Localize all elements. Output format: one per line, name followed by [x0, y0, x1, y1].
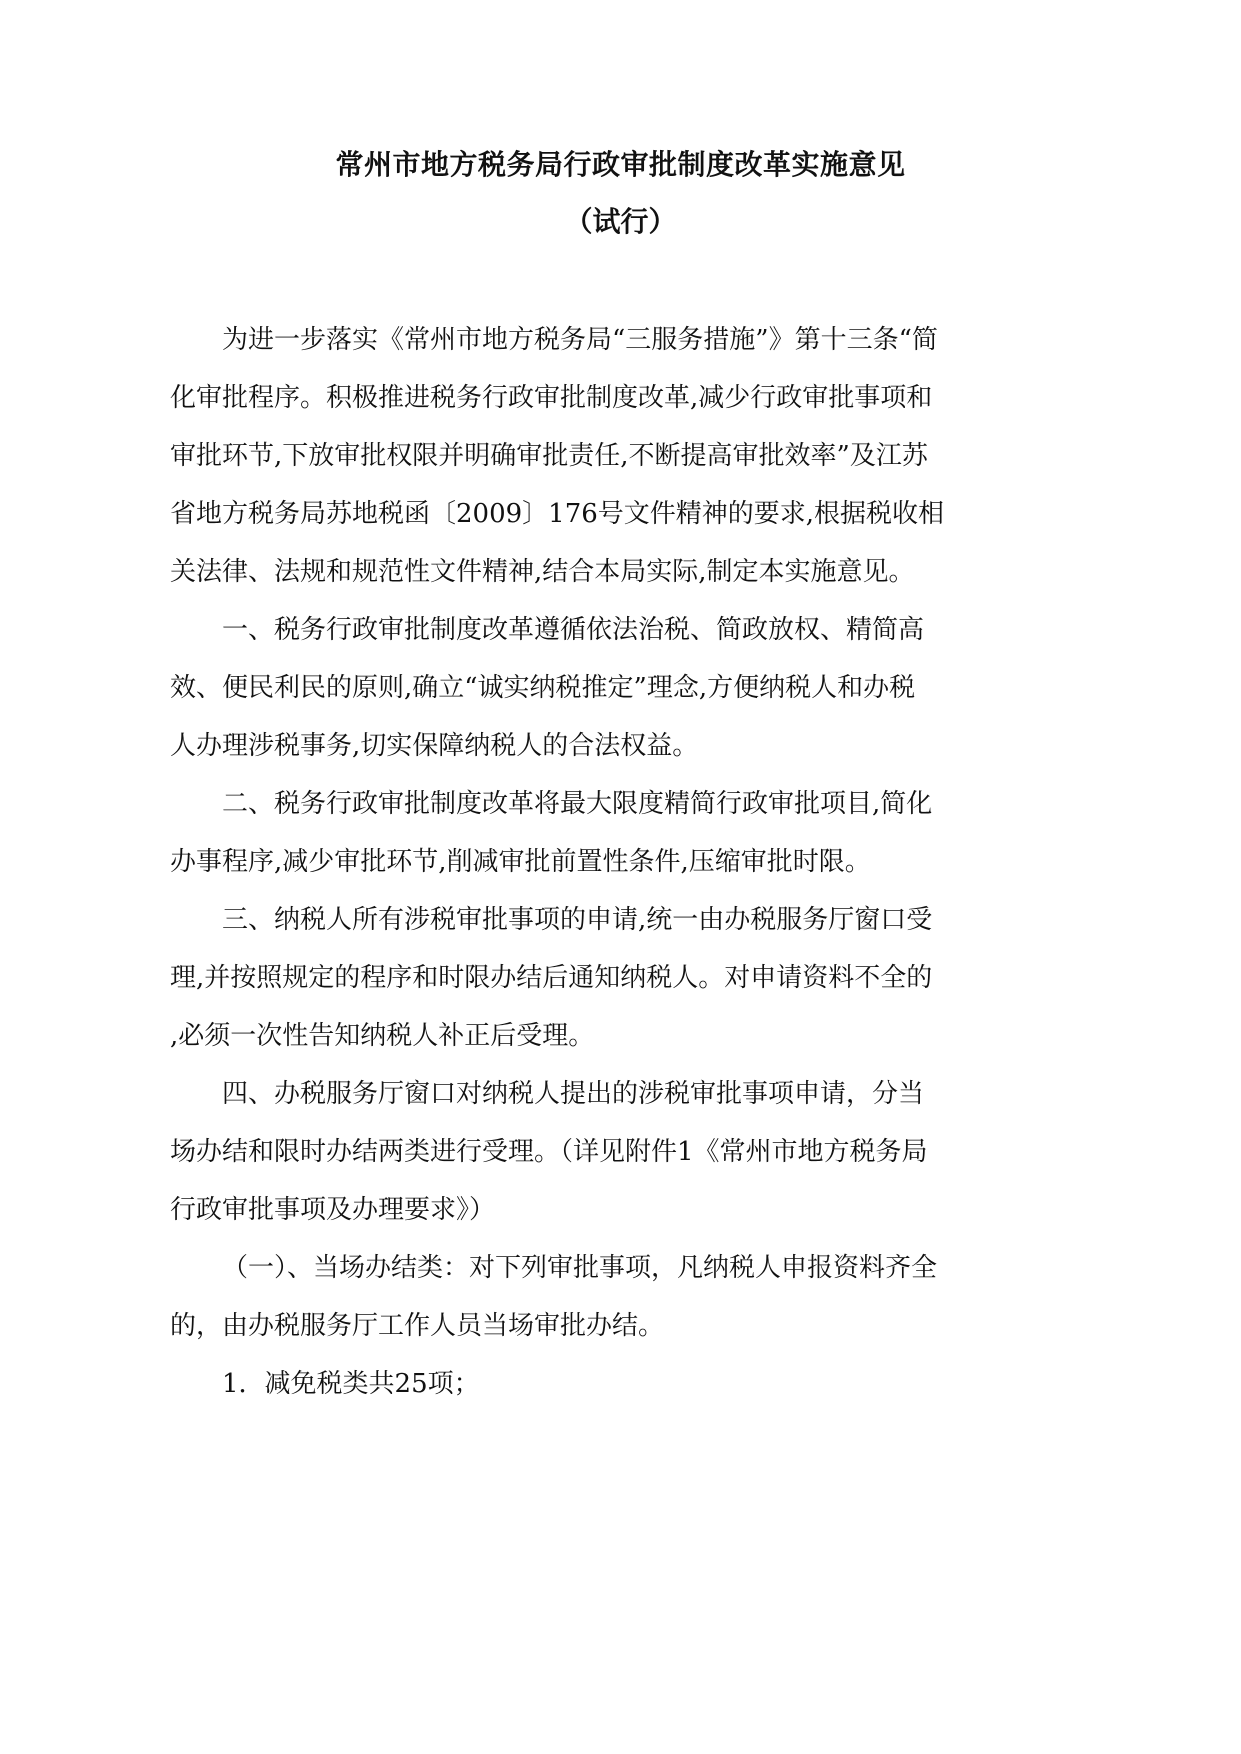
paragraph-section-3: [170, 891, 950, 1065]
document-body: [170, 311, 950, 1413]
text-line: 省地方税务局苏地税函〔2009〕176号文件精神的要求,根据税收相: [170, 499, 945, 529]
text-line: 行政审批事项及办理要求》）: [170, 1195, 496, 1225]
paragraph-section-1: [170, 601, 950, 775]
text-line: 1．减免税类共25项；: [222, 1369, 480, 1399]
text-line: 二、税务行政审批制度改革将最大限度精简行政审批项目,简化: [222, 789, 933, 819]
text-line: 办事程序,减少审批环节,削减审批前置性条件,压缩审批时限。: [170, 847, 871, 877]
paragraph-subsection-1: [170, 1239, 950, 1355]
text-line: 审批环节,下放审批权限并明确审批责任,不断提高审批效率”及江苏: [170, 441, 928, 471]
text-line: 四、办税服务厅窗口对纳税人提出的涉税审批事项申请，分当: [222, 1079, 925, 1109]
paragraph-section-2: [170, 775, 950, 891]
text-line: 化审批程序。积极推进税务行政审批制度改革,减少行政审批事项和: [170, 383, 933, 413]
text-line: （一）、当场办结类：对下列审批事项，凡纳税人申报资料齐全: [222, 1253, 938, 1283]
text-line: 一、税务行政审批制度改革遵循依法治税、简政放权、精简高: [222, 615, 925, 645]
text-line: ,必须一次性告知纳税人补正后受理。: [170, 1021, 595, 1051]
paragraph-section-4: [170, 1065, 950, 1239]
document-title: 常州市地方税务局行政审批制度改革实施意见: [335, 148, 906, 181]
paragraph-list-item-1: [170, 1355, 950, 1413]
text-line: 关法律、法规和规范性文件精神,结合本局实际,制定本实施意见。: [170, 557, 915, 587]
text-line: 为进一步落实《常州市地方税务局“三服务措施”》第十三条“简: [222, 325, 938, 355]
text-line: 人办理涉税事务,切实保障纳税人的合法权益。: [170, 731, 699, 761]
paragraph-intro: [170, 311, 950, 601]
text-line: 场办结和限时办结两类进行受理。（详见附件1《常州市地方税务局: [170, 1137, 928, 1167]
text-line: 效、便民利民的原则,确立“诚实纳税推定”理念,方便纳税人和办税: [170, 673, 916, 703]
document-subtitle: （试行）: [564, 205, 677, 238]
text-line: 三、纳税人所有涉税审批事项的申请,统一由办税服务厅窗口受: [222, 905, 933, 935]
text-line: 的，由办税服务厅工作人员当场审批办结。: [170, 1311, 665, 1341]
text-line: 理,并按照规定的程序和时限办结后通知纳税人。对申请资料不全的: [170, 963, 933, 993]
